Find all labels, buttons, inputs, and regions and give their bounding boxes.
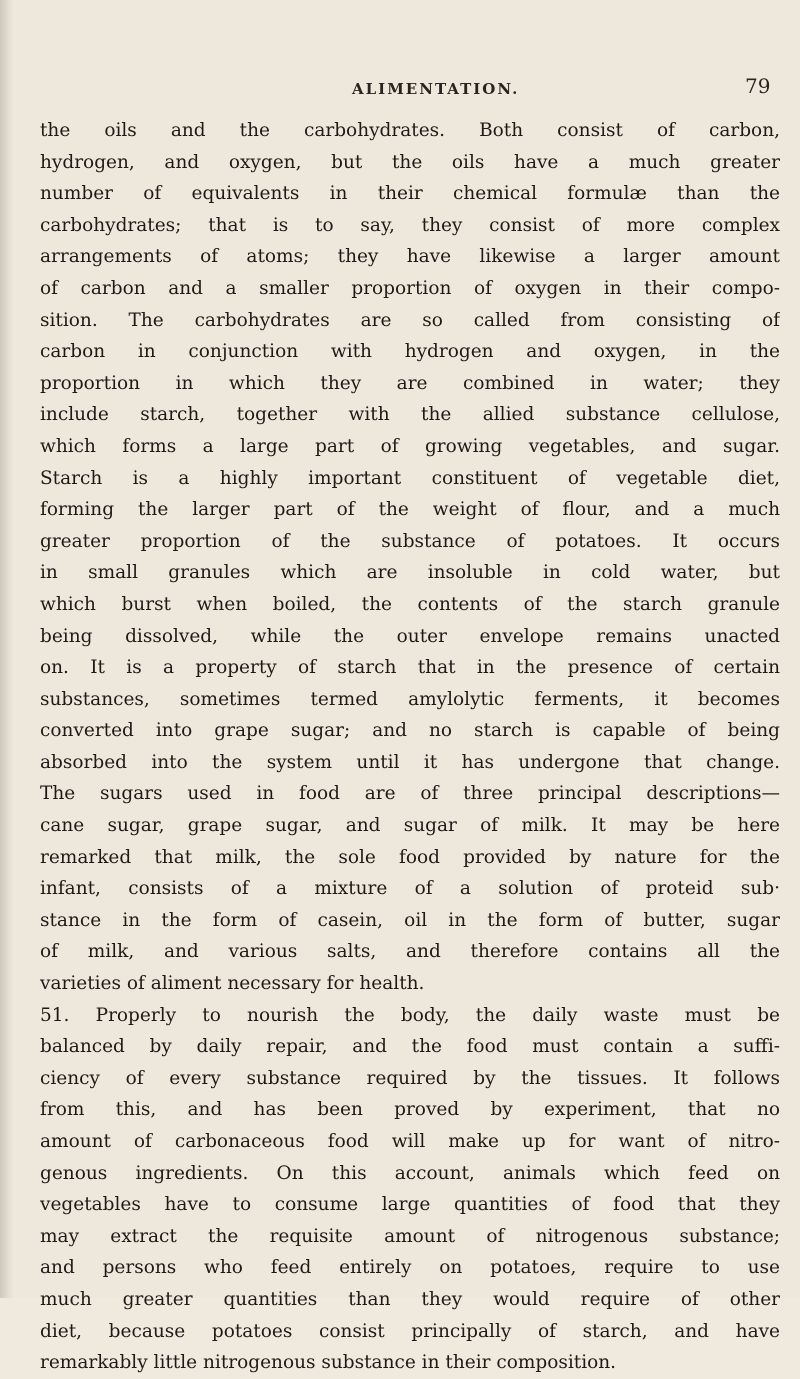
text-line: greater proportion of the substance of potatoes. It occurs — [40, 530, 780, 552]
text-line: which forms a large part of growing vegetables, and sugar. — [40, 435, 780, 457]
text-line: include starch, together with the allied substance cellulose, — [40, 404, 780, 426]
text-line: and persons who feed entirely on potatoes, require to use — [40, 1257, 780, 1279]
page-header — [0, 74, 800, 104]
running-head: ALIMENTATION. — [352, 80, 520, 98]
text-line: being dissolved, while the outer envelope remains unacted — [40, 625, 780, 647]
paragraph-end-line: varieties of aliment necessary for health. — [40, 973, 425, 995]
text-line: converted into grape sugar; and no starch is capable of being — [40, 720, 780, 742]
text-line: of carbon and a smaller proportion of oxygen in their compo- — [40, 277, 780, 299]
text-line: stance in the form of casein, oil in the form of butter, sugar — [40, 909, 780, 931]
text-line: substances, sometimes termed amylolytic ferments, it becomes — [40, 688, 780, 710]
text-line: number of equivalents in their chemical formulæ than the — [40, 183, 780, 205]
page-number: 79 — [745, 74, 771, 98]
text-line: forming the larger part of the weight of flour, and a much — [40, 499, 780, 521]
text-line: Starch is a highly important constituent of vegetable diet, — [40, 467, 780, 489]
text-line: much greater quantities than they would require of other — [40, 1288, 780, 1310]
text-line: ciency of every substance required by the tissues. It follows — [40, 1067, 780, 1089]
text-line: absorbed into the system until it has undergone that change. — [40, 751, 780, 773]
text-line: balanced by daily repair, and the food must contain a suffi- — [40, 1036, 780, 1058]
binding-gutter — [0, 0, 14, 1298]
text-line: remarked that milk, the sole food provided by nature for the — [40, 846, 780, 868]
text-line: carbohydrates; that is to say, they consist of more complex — [40, 214, 780, 236]
text-line: diet, because potatoes consist principally of starch, and have — [40, 1320, 780, 1342]
text-line: vegetables have to consume large quantities of food that they — [40, 1194, 780, 1216]
text-line: infant, consists of a mixture of a solution of proteid sub· — [40, 878, 780, 900]
text-line: on. It is a property of starch that in the presence of certain — [40, 657, 780, 679]
text-line: of milk, and various salts, and therefore contains all the — [40, 941, 780, 963]
text-line: from this, and has been proved by experiment, that no — [40, 1099, 780, 1121]
text-line: carbon in conjunction with hydrogen and oxygen, in the — [40, 341, 780, 363]
text-line: proportion in which they are combined in water; they — [40, 372, 780, 394]
text-line: in small granules which are insoluble in cold water, but — [40, 562, 780, 584]
text-line: sition. The carbohydrates are so called from consisting of — [40, 309, 780, 331]
text-line: cane sugar, grape sugar, and sugar of milk. It may be here — [40, 815, 780, 837]
text-line: may extract the requisite amount of nitrogenous substance; — [40, 1225, 780, 1247]
body-text — [40, 115, 780, 1379]
text-line: hydrogen, and oxygen, but the oils have a much greater — [40, 151, 780, 173]
text-line: the oils and the carbohydrates. Both consist of carbon, — [40, 120, 780, 141]
text-line: arrangements of atoms; they have likewise a larger amount — [40, 246, 780, 268]
text-line: amount of carbonaceous food will make up for want of nitro- — [40, 1131, 780, 1152]
paragraph-end-line: remarkably little nitrogenous substance in their composition. — [40, 1352, 617, 1374]
section-51-first-line: 51. Properly to nourish the body, the daily waste must be — [40, 1004, 780, 1026]
text-line: which burst when boiled, the contents of the starch granule — [40, 593, 780, 615]
text-line: genous ingredients. On this account, animals which feed on — [40, 1162, 780, 1184]
text-line: The sugars used in food are of three principal descriptions— — [40, 783, 780, 805]
